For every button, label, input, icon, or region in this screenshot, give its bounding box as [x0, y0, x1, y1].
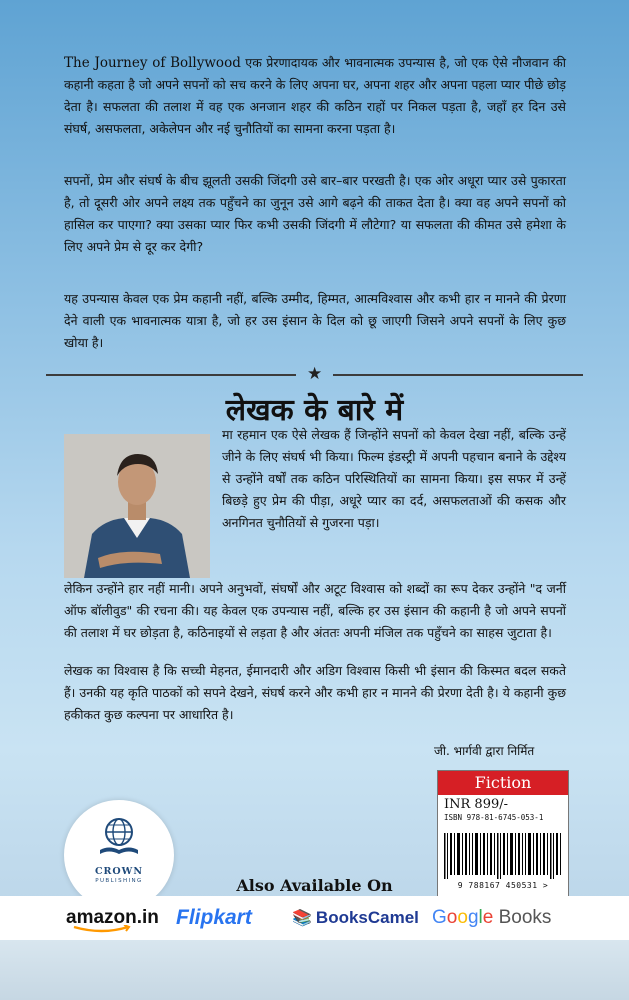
- stores-bar: [0, 896, 629, 940]
- about-paragraph-1: मा रहमान एक ऐसे लेखक हैं जिन्होंने सपनों को केवल देखा नहीं, बल्कि उन्हें जीने के लिए संघर्ष भी किया। फिल्म इंडस्ट्री में अपनी पहचान बनाने के उद्देश्य से उन्होंने वर्षों तक कठिन परिस्थितियों का सामना किया। इस सफर में उन्हें बिछड़े हुए प्रेम की पीड़ा, अधूरे प्यार का दर्द, असफलताओं की कसक और अनगिनत चुनौतियों से गुजरना पड़ा।: [222, 427, 566, 530]
- amazon-wordmark: amazon: [66, 907, 137, 928]
- amazon-logo[interactable]: [66, 896, 159, 940]
- price-label: INR 899/-: [444, 797, 509, 812]
- section-divider: [46, 364, 583, 384]
- google-letter: o: [457, 907, 468, 928]
- publisher-name: CROWN: [94, 866, 144, 877]
- also-available-heading: Also Available On: [236, 876, 393, 895]
- blurb-paragraph-2: सपनों, प्रेम और संघर्ष के बीच झूलती उसकी जिंदगी उसे बार–बार परखती है। एक ओर अधूरा प्यार उसे पुकारता है, तो दूसरी ओर अपने लक्ष्य तक पहुँचने का जुनून उसे आगे बढ़ने की ताकत देता है। क्या वह अपने सपनों को हासिल कर पाएगा? क्या उसका प्यार फिर कभी उसकी जिंदगी में लौटेगा? या सफलता की कीमत उसे हमेशा के लिए अपने प्रेम से दूर कर देगी?: [64, 173, 566, 254]
- author-photo: [64, 434, 210, 578]
- about-author-heading: लेखक के बारे में: [225, 393, 404, 428]
- blurb-paragraph-1: [64, 52, 566, 140]
- divider-line-right: [333, 374, 583, 376]
- blurb-paragraph-1-text: एक प्रेरणादायक और भावनात्मक उपन्यास है, जो एक ऐसे नौजवान की कहानी कहता है जो अपने सपनों को सच करने के लिए अपना घर, अपना शहर और अपना पहला प्यार पीछे छोड़ देता है। सफलता की तलाश में वह एक अनजान शहर की कठिन राहों पर निकल पड़ता है, जहाँ हर दिन उसे संघर्ष, असफलता, अकेलेपन और नई चुनौतियों का सामना करना पड़ता है।: [64, 55, 566, 136]
- google-letter: g: [467, 907, 479, 928]
- isbn-label: ISBN 978-81-6745-053-1: [444, 813, 544, 822]
- barcode-number: 9 788167 450531 >: [457, 881, 549, 890]
- barcode-icon: [444, 833, 562, 879]
- star-icon: ★: [307, 364, 323, 384]
- google-letter: G: [432, 907, 447, 928]
- google-letter: l: [478, 907, 483, 928]
- amazon-tld: .in: [136, 907, 159, 928]
- genre-label: Fiction: [438, 771, 568, 795]
- book-stack-icon: 📚: [292, 910, 312, 927]
- amazon-smile-icon: [72, 925, 132, 933]
- about-paragraph-2: लेकिन उन्होंने हार नहीं मानी। अपने अनुभवों, संघर्षों और अटूट विश्वास को शब्दों का रूप देकर उन्होंने "द जर्नी ऑफ बॉलीवुड" की रचना की। यह केवल एक उपन्यास नहीं, बल्कि हर उस इंसान की कहानी है जो अपने सपनों की तलाश में घर छोड़ता है, कठिनाइयों से लड़ता है और अंततः अपनी मंजिल तक पहुँचने का साहस जुटाता है।: [64, 581, 566, 640]
- designer-credit: जी. भार्गवी द्वारा निर्मित: [434, 744, 535, 758]
- divider-line-left: [46, 374, 296, 376]
- google-books-logo[interactable]: [432, 896, 551, 940]
- bookscamel-wordmark: BooksCamel: [315, 908, 419, 927]
- about-paragraph-3: लेखक का विश्वास है कि सच्ची मेहनत, ईमानदारी और अडिग विश्वास किसी भी इंसान की किस्मत बदल सकते हैं। उनकी यह कृति पाठकों को सपने देखने, संघर्ष करने और कभी हार न मानने की प्रेरणा देती है। ये कहानी कुछ हकीकत कुछ कल्पना पर आधारित है।: [64, 663, 566, 722]
- bottom-band: [0, 940, 629, 1000]
- google-letter: o: [446, 907, 458, 928]
- book-title: The Journey of Bollywood: [64, 55, 241, 71]
- publisher-subtitle: PUBLISHING: [95, 878, 143, 884]
- globe-book-icon: [64, 800, 174, 866]
- google-letter: e: [482, 907, 494, 928]
- bookscamel-logo[interactable]: [292, 896, 419, 940]
- flipkart-logo[interactable]: Flipkart: [176, 906, 252, 929]
- blurb-paragraph-3: यह उपन्यास केवल एक प्रेम कहानी नहीं, बल्कि उम्मीद, हिम्मत, आत्मविश्वास और कभी हार न मानने की प्रेरणा देने वाली एक भावनात्मक यात्रा है, जो हर उस इंसान के दिल को छू जाएगी जिसने अपने सपनों के लिए कुछ खोया है।: [64, 291, 566, 350]
- google-books-word: Books: [493, 907, 552, 928]
